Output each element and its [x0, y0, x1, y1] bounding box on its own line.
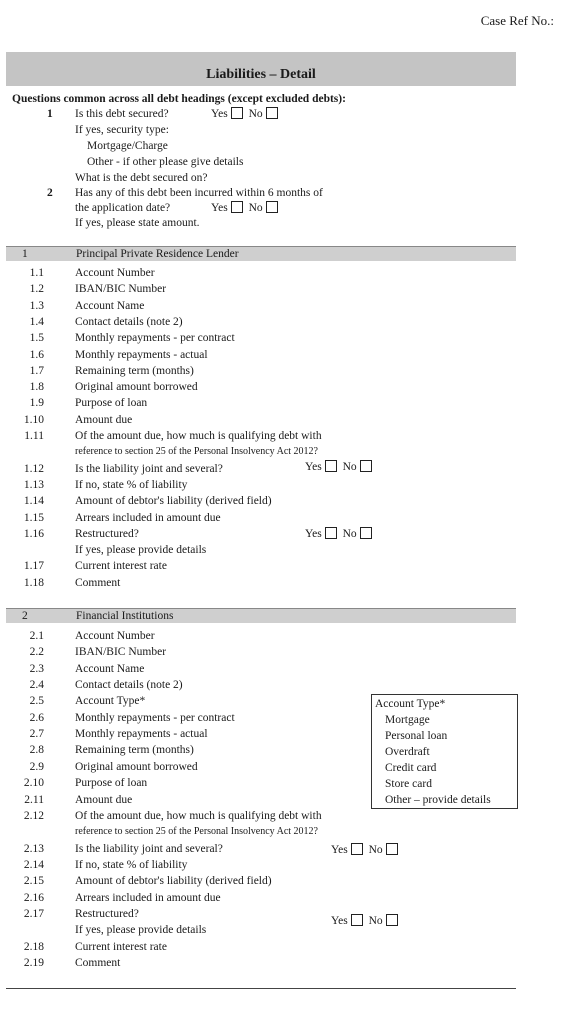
q1-security-type: If yes, security type:: [75, 124, 169, 136]
s1-joint-no-checkbox[interactable]: [360, 460, 372, 472]
item-number: 1.2: [29, 283, 44, 296]
s1-restructured-no-label: No: [342, 528, 357, 540]
q2-line1: Has any of this debt been incurred within 6 months of: [75, 187, 323, 199]
account-type-box: [371, 694, 518, 809]
s2-restructured-no-checkbox[interactable]: [386, 914, 398, 926]
item-label: If no, state % of liability: [75, 478, 188, 491]
item-label: Amount due: [75, 793, 133, 806]
item-label: If yes, please provide details: [75, 544, 207, 557]
item-number: 2.11: [24, 793, 44, 806]
item-label: Amount due: [75, 413, 133, 426]
q1-yesno: [211, 107, 281, 121]
q1-no-checkbox[interactable]: [266, 107, 278, 119]
item-number: 1.3: [29, 299, 44, 312]
account-type-option: Credit card: [385, 762, 437, 774]
q1-secured-on: What is the debt secured on?: [75, 172, 208, 184]
item-label: reference to section 25 of the Personal Insolvency Act 2012?: [75, 446, 318, 458]
item-label: Monthly repayments - per contract: [75, 711, 235, 724]
s2-joint-yesno: [331, 843, 401, 857]
item-number: 1.1: [29, 267, 44, 279]
s2-joint-yes-checkbox[interactable]: [351, 843, 363, 855]
q2-number: 2: [47, 187, 53, 199]
item-number: 1.15: [23, 511, 44, 524]
item-label: Current interest rate: [75, 940, 167, 953]
section-1-title: Principal Private Residence Lender: [76, 248, 239, 260]
q2-yes-checkbox[interactable]: [231, 201, 243, 213]
q2-yesno: [211, 201, 281, 215]
item-label: Monthly repayments - per contract: [75, 332, 235, 345]
q1-text: Is this debt secured?: [75, 108, 169, 120]
item-label: Monthly repayments - actual: [75, 348, 208, 361]
item-number: 2.2: [29, 646, 44, 659]
item-label: Is the liability joint and several?: [75, 462, 223, 475]
s2-restructured-yesno: [331, 914, 401, 928]
item-number: 1.16: [23, 527, 44, 540]
account-type-option: Mortgage: [385, 714, 430, 726]
item-number: 1.9: [29, 397, 44, 410]
title-bar: [6, 52, 516, 86]
section-2-number: 2: [22, 610, 28, 622]
q1-number: 1: [47, 108, 53, 120]
item-label: Contact details (note 2): [75, 315, 183, 328]
item-number: 2.17: [23, 907, 44, 920]
item-number: 1.4: [29, 315, 44, 328]
item-number: 2.12: [23, 809, 44, 822]
q1-mortgage-option: Mortgage/Charge: [87, 140, 168, 152]
item-number: 1.14: [23, 495, 44, 508]
item-number: 2.18: [23, 940, 44, 953]
s1-restructured-yesno: [305, 527, 375, 541]
q2-no-checkbox[interactable]: [266, 201, 278, 213]
common-questions-heading: Questions common across all debt headings (except excluded debts):: [12, 93, 346, 105]
section-2-header: [6, 608, 516, 623]
item-label: reference to section 25 of the Personal Insolvency Act 2012?: [75, 826, 318, 838]
item-number: 2.19: [23, 957, 44, 969]
item-label: Monthly repayments - actual: [75, 728, 208, 741]
item-label: Original amount borrowed: [75, 381, 198, 394]
s1-restructured-yes-checkbox[interactable]: [325, 527, 337, 539]
q2-line2: the application date?: [75, 202, 171, 214]
s2-joint-yes-label: Yes: [331, 844, 348, 856]
item-label: Purpose of loan: [75, 777, 148, 790]
s1-joint-yes-checkbox[interactable]: [325, 460, 337, 472]
item-label: Remaining term (months): [75, 744, 194, 757]
item-number: 2.14: [23, 858, 44, 871]
item-label: If yes, please provide details: [75, 924, 207, 937]
item-label: IBAN/BIC Number: [75, 283, 167, 296]
item-label: Contact details (note 2): [75, 679, 183, 692]
item-label: If no, state % of liability: [75, 858, 188, 871]
q1-yes-checkbox[interactable]: [231, 107, 243, 119]
account-type-heading: Account Type*: [375, 698, 446, 710]
item-label: Restructured?: [75, 527, 139, 540]
item-label: Of the amount due, how much is qualifying debt with: [75, 430, 322, 442]
item-label: Account Number: [75, 267, 155, 279]
item-number: 1.12: [23, 462, 44, 475]
item-label: Original amount borrowed: [75, 760, 198, 773]
s1-joint-yes-label: Yes: [305, 461, 322, 473]
section-2-title: Financial Institutions: [76, 610, 174, 622]
s1-restructured-no-checkbox[interactable]: [360, 527, 372, 539]
section-1-header: [6, 246, 516, 261]
item-label: Arrears included in amount due: [75, 511, 221, 524]
item-number: 2.9: [29, 760, 44, 773]
item-number: 2.5: [29, 695, 44, 708]
item-number: 2.7: [29, 728, 44, 741]
account-type-option: Overdraft: [385, 746, 430, 758]
s2-restructured-no-label: No: [368, 915, 383, 927]
s2-restructured-yes-label: Yes: [331, 915, 348, 927]
item-number: 2.15: [23, 875, 44, 888]
item-label: Account Name: [75, 299, 145, 312]
item-number: 1.10: [23, 413, 44, 426]
item-label: Amount of debtor's liability (derived field): [75, 875, 272, 888]
item-label: Comment: [75, 957, 121, 969]
account-type-option: Other – provide details: [385, 794, 491, 806]
item-label: Comment: [75, 576, 121, 589]
item-label: Purpose of loan: [75, 397, 148, 410]
item-number: 2.4: [29, 679, 44, 692]
item-number: 1.7: [29, 364, 44, 377]
q2-yes-label: Yes: [211, 202, 228, 214]
item-label: Restructured?: [75, 907, 139, 920]
s1-joint-no-label: No: [342, 461, 357, 473]
item-number: 1.18: [23, 576, 44, 589]
item-number: 2.8: [29, 744, 44, 757]
item-label: Is the liability joint and several?: [75, 842, 223, 855]
item-label: Account Number: [75, 630, 155, 642]
item-number: 2.13: [23, 842, 44, 855]
page-title: Liabilities – Detail: [206, 67, 316, 82]
item-number: 1.11: [24, 430, 44, 442]
item-label: Remaining term (months): [75, 364, 194, 377]
item-number: 2.3: [29, 662, 44, 675]
item-label: Of the amount due, how much is qualifying debt with: [75, 809, 322, 822]
item-label: Current interest rate: [75, 560, 167, 573]
item-number: 2.10: [23, 777, 44, 790]
q2-no-label: No: [248, 202, 263, 214]
account-type-option: Personal loan: [385, 730, 448, 742]
account-type-option: Store card: [385, 778, 432, 790]
q1-no-label: No: [248, 108, 263, 120]
item-number: 1.17: [23, 560, 44, 573]
item-number: 2.16: [23, 891, 44, 904]
case-ref-label: Case Ref No.:: [480, 13, 554, 28]
item-number: 1.6: [29, 348, 44, 361]
bottom-rule: [6, 988, 516, 989]
item-label: Account Type*: [75, 695, 146, 708]
section-1-number: 1: [22, 248, 28, 260]
s2-joint-no-label: No: [368, 844, 383, 856]
s2-restructured-yes-checkbox[interactable]: [351, 914, 363, 926]
item-number: 1.5: [29, 332, 44, 345]
s2-joint-no-checkbox[interactable]: [386, 843, 398, 855]
item-number: 1.8: [29, 381, 44, 394]
item-label: IBAN/BIC Number: [75, 646, 167, 659]
s1-joint-yesno: [305, 460, 375, 474]
q1-yes-label: Yes: [211, 108, 228, 120]
item-number: 2.6: [29, 711, 44, 724]
item-label: Amount of debtor's liability (derived field): [75, 495, 272, 508]
item-number: 1.13: [23, 478, 44, 491]
item-label: Arrears included in amount due: [75, 891, 221, 904]
q2-line3: If yes, please state amount.: [75, 217, 200, 229]
item-number: 2.1: [29, 630, 44, 642]
item-label: Account Name: [75, 662, 145, 675]
s1-restructured-yes-label: Yes: [305, 528, 322, 540]
q1-other-option: Other - if other please give details: [87, 156, 244, 168]
